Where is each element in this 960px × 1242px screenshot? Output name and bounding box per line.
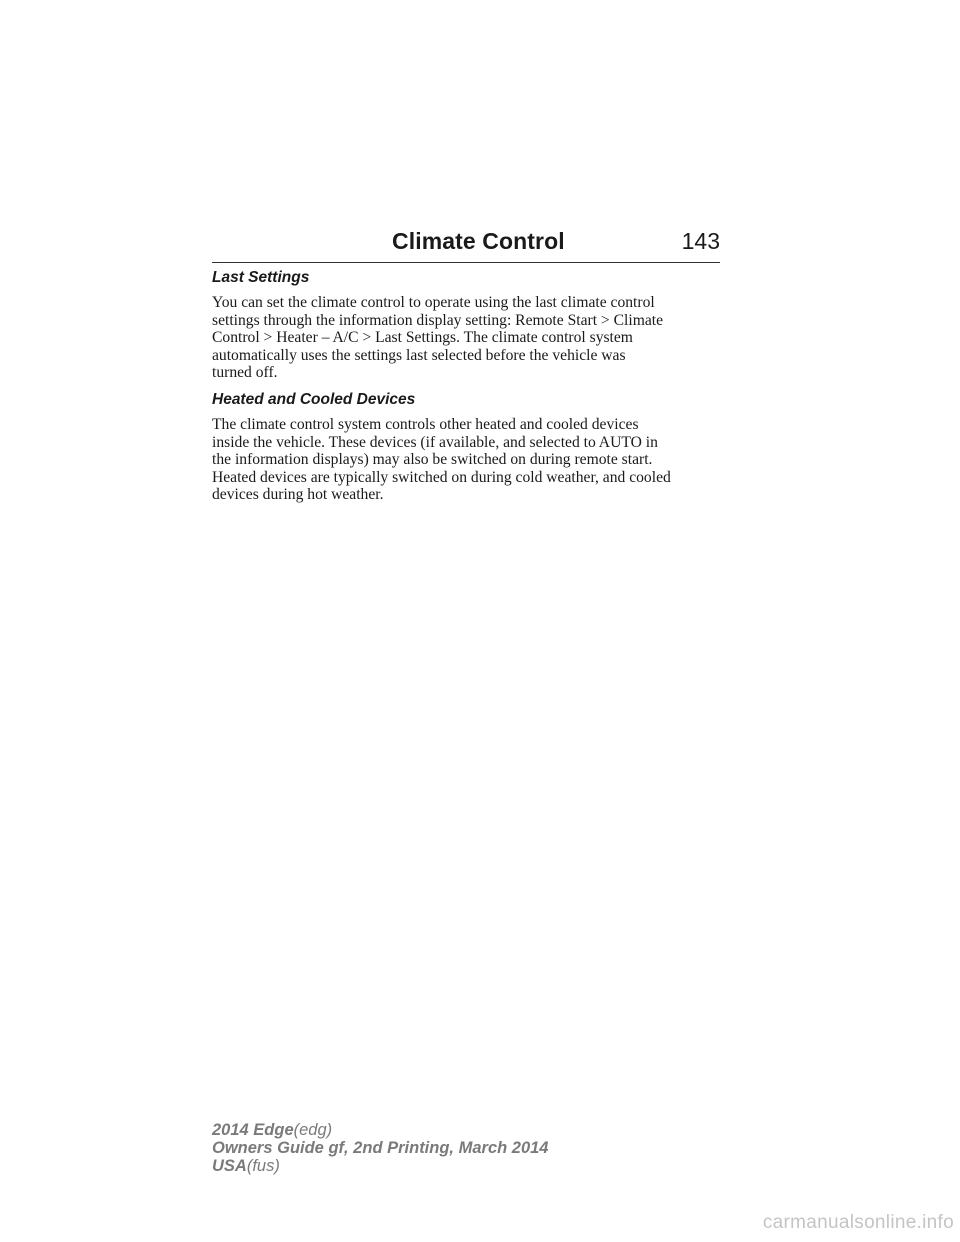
page-footer [212,1121,549,1175]
footer-market-line [212,1157,549,1175]
footer-market: USA [212,1157,247,1175]
page-title: Climate Control [392,228,565,254]
section-heading-last-settings: Last Settings [212,269,310,286]
footer-market-code: (fus) [246,1157,280,1175]
paragraph-heated-cooled-devices: The climate control system controls other heated and cooled devices inside the vehicle. These devices (if available, and selected to AUTO in the information displays) may also be switched on during remote start. Heated devices are typically switched on during cold weather, and cooled devices during hot weather. [212,415,671,504]
paragraph-last-settings: You can set the climate control to operate using the last climate control settings through the information display setting: Remote Start > Climate Control > Heater – A/C > Last Settings. The climate control system automatically uses the settings last selected before the vehicle was turned off. [212,294,663,382]
footer-model-line [212,1121,549,1139]
footer-guide: Owners Guide gf, 2nd Printing, March 2014 [212,1139,549,1157]
footer-model: 2014 Edge [212,1121,294,1139]
section-heading-heated-cooled-devices: Heated and Cooled Devices [212,390,416,408]
watermark: carmanualsonline.info [762,1212,954,1233]
page-header [212,226,720,263]
footer-model-code: (edg) [293,1121,333,1139]
page-content [212,268,722,512]
page-number: 143 [681,228,720,254]
